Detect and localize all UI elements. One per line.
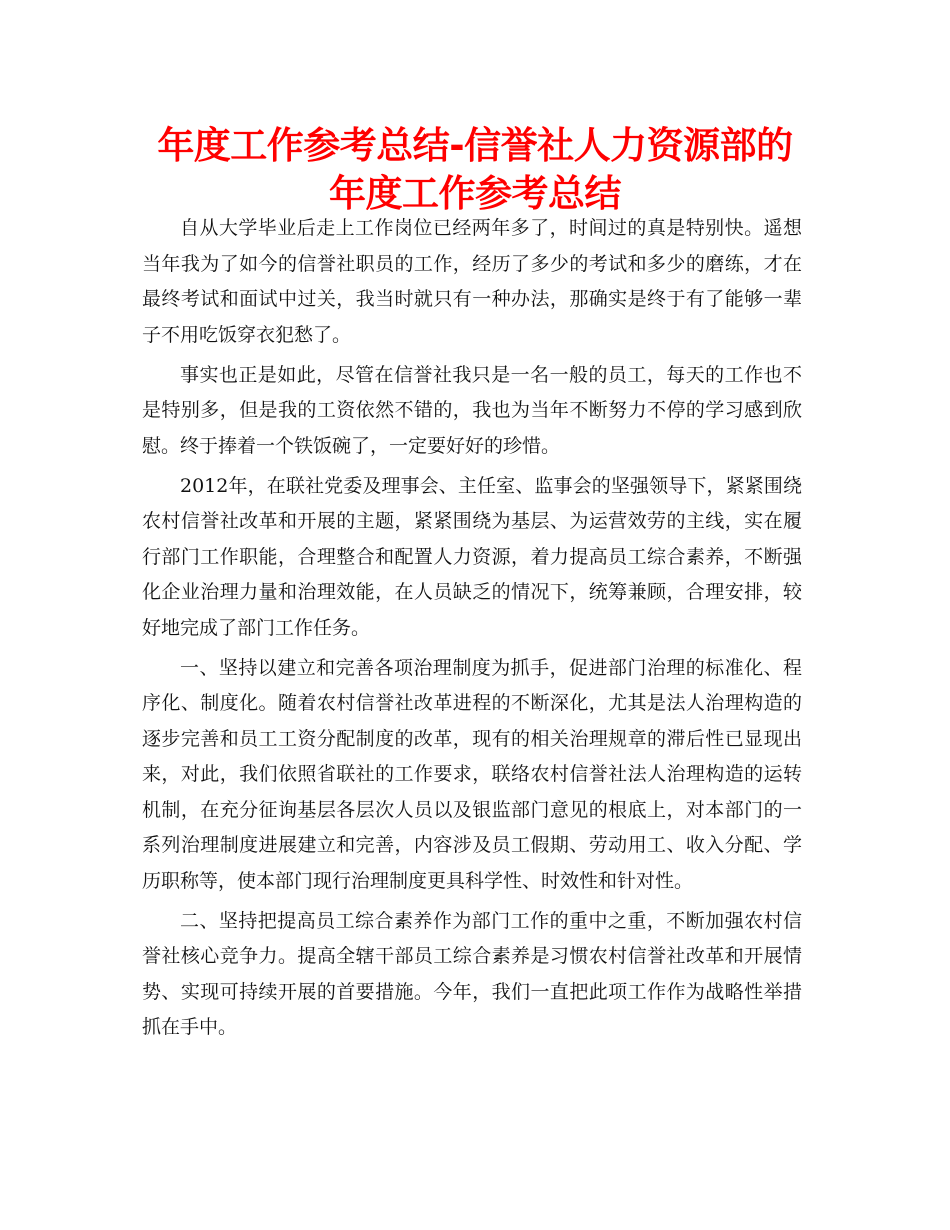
paragraph-1: 自从大学毕业后走上工作岗位已经两年多了，时间过的真是特别快。遥想当年我为了如今的信誉社职员的工作，经历了多少的考试和多少的磨练，才在最终考试和面试中过关，我当时就只有一种办法，那确实是终于有了能够一辈子不用吃饭穿衣犯愁了。 (142, 217, 802, 346)
document-title: 年度工作参考总结-信誉社人力资源部的年度工作参考总结 (157, 124, 793, 215)
paragraph-4: 一、坚持以建立和完善各项治理制度为抓手，促进部门治理的标准化、程序化、制度化。随着农村信誉社改革进程的不断深化，尤其是法人治理构造的逐步完善和员工工资分配制度的改革，现有的相关治理规章的滞后性已显现出来，对此，我们依照省联社的工作要求，联络农村信誉社法人治理构造的运转机制，在充分征询基层各层次人员以及银监部门意见的根底上，对本部门的一系列治理制度进展建立和完善，内容涉及员工假期、劳动用工、收入分配、学历职称等，使本部门现行治理制度更具科学性、时效性和针对性。 (142, 656, 802, 892)
paragraph-2: 事实也正是如此，尽管在信誉社我只是一名一般的员工，每天的工作也不是特别多，但是我的工资依然不错的，我也为当年不断努力不停的学习感到欣慰。终于捧着一个铁饭碗了，一定要好好的珍惜。 (142, 363, 802, 457)
paragraph-3: 2012年，在联社党委及理事会、主任室、监事会的坚强领导下，紧紧围绕农村信誉社改革和开展的主题，紧紧围绕为基层、为运营效劳的主线，实在履行部门工作职能，合理整合和配置人力资源，着力提高员工综合素养，不断强化企业治理力量和治理效能，在人员缺乏的情况下，统筹兼顾，合理安排，较好地完成了部门工作任务。 (142, 474, 802, 639)
document-body (142, 211, 802, 1050)
paragraph-5: 二、坚持把提高员工综合素养作为部门工作的重中之重，不断加强农村信誉社核心竞争力。提高全辖干部员工综合素养是习惯农村信誉社改革和开展情势、实现可持续开展的首要措施。今年，我们一直把此项工作作为战略性举措抓在手中。 (142, 909, 802, 1038)
